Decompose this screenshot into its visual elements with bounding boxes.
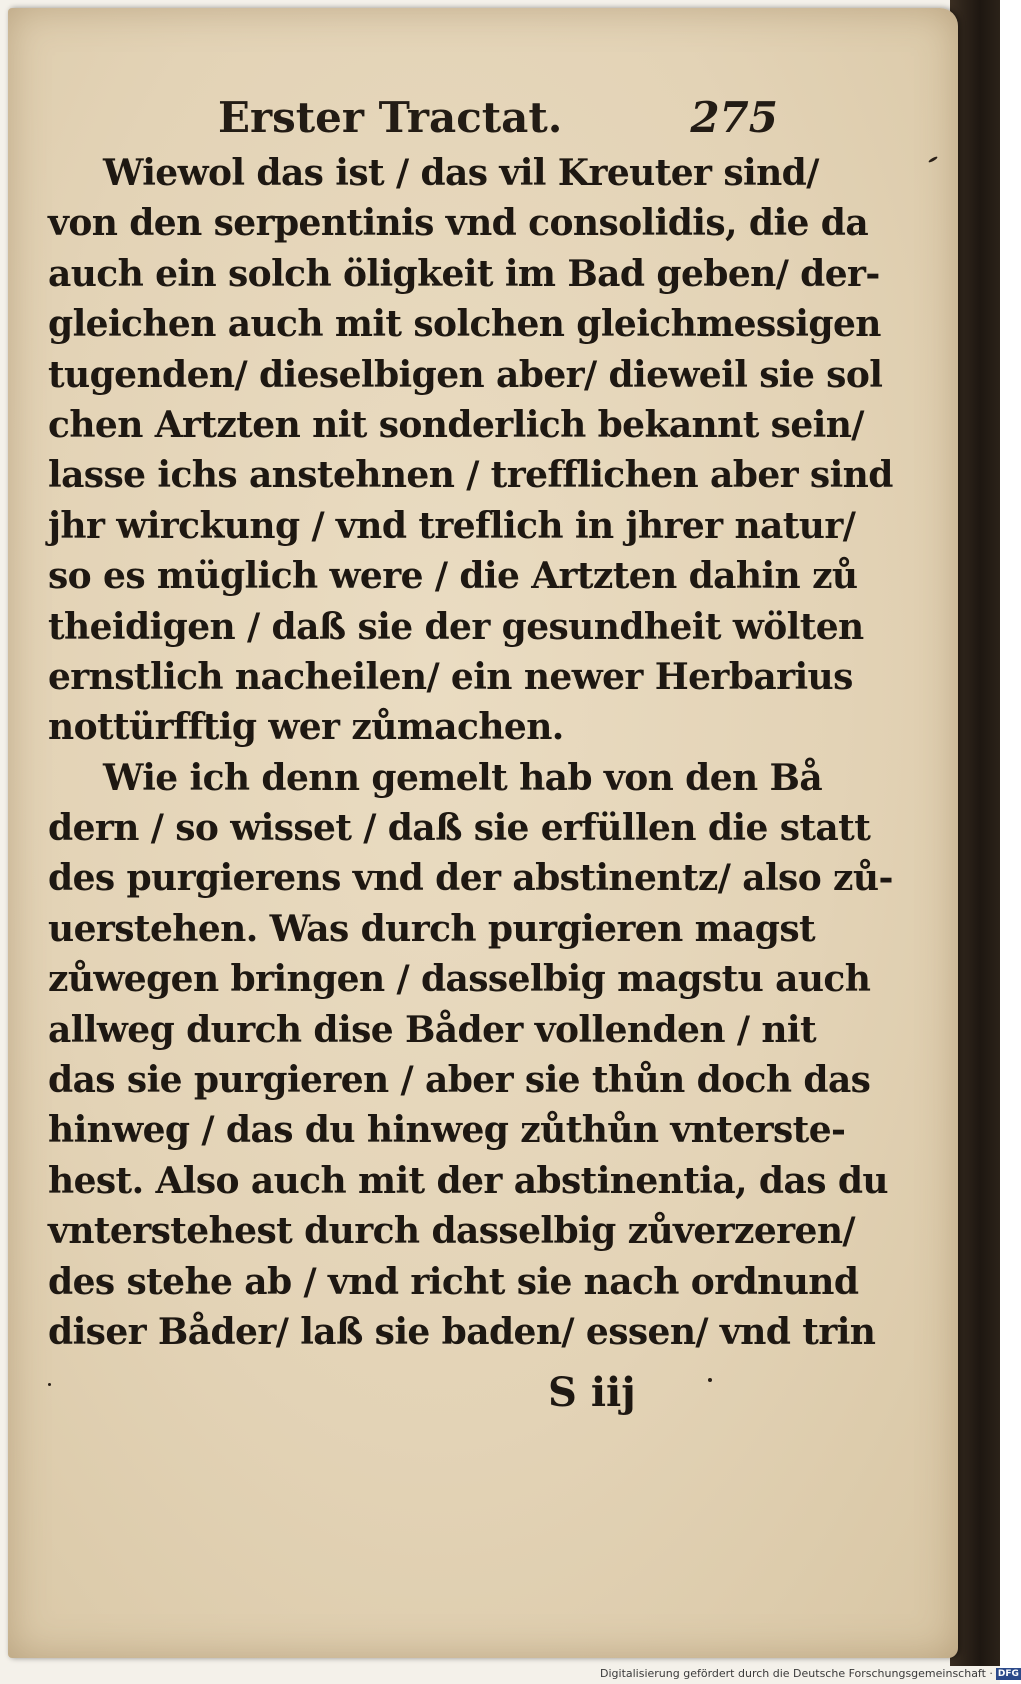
text-line: ernstlich nacheilen/ ein newer Herbarius <box>48 655 853 698</box>
text-line: theidigen / daß sie der gesundheit wölten <box>48 605 864 648</box>
page-header <box>218 88 778 148</box>
text-line: des purgierens vnd der abstinentz/ also zů- <box>48 857 893 900</box>
dfg-logo: DFG <box>997 1669 1019 1679</box>
running-title: Erster Tractat. <box>218 93 563 142</box>
text-line: von den serpentinis vnd consolidis, die da <box>48 202 869 245</box>
ink-speck <box>48 1383 51 1386</box>
body-text <box>48 148 893 1357</box>
text-line: Wiewol das ist / das vil Kreuter sind/ <box>103 152 819 194</box>
credit-text: Digitalisierung gefördert durch die Deutsche Forschungsgemeinschaft · <box>600 1667 993 1680</box>
signature-text: S iij <box>548 1369 636 1416</box>
text-line: das sie purgieren / aber sie thůn doch das <box>48 1059 871 1102</box>
text-line: hest. Also auch mit der abstinentia, das du <box>48 1159 888 1202</box>
text-line: tugenden/ dieselbigen aber/ dieweil sie sol <box>48 353 883 396</box>
text-line: allweg durch dise Båder vollenden / nit <box>48 1008 817 1051</box>
text-line: des stehe ab / vnd richt sie nach ordnund <box>48 1260 859 1303</box>
text-line: chen Artzten nit sonderlich bekannt sein/ <box>48 403 864 446</box>
ink-speck <box>708 1378 712 1382</box>
text-line: Wie ich denn gemelt hab von den Bå <box>103 756 823 799</box>
ink-speck <box>928 156 938 164</box>
text-line: diser Båder/ laß sie baden/ essen/ vnd trin <box>48 1310 876 1353</box>
text-line: so es müglich were / die Artzten dahin zů <box>48 555 858 598</box>
text-line: uerstehen. Was durch purgieren magst <box>48 907 816 950</box>
book-page <box>8 8 958 1658</box>
text-line: jhr wirckung / vnd treflich in jhrer natur/ <box>48 504 856 547</box>
text-line: lasse ichs anstehnen / trefflichen aber sind <box>48 454 893 497</box>
text-line: zůwegen bringen / dasselbig magstu auch <box>48 958 871 1001</box>
text-line: hinweg / das du hinweg zůthůn vnterste- <box>48 1109 846 1152</box>
text-line: dern / so wisset / daß sie erfüllen die statt <box>48 807 871 850</box>
text-line: vnterstehest durch dasselbig zůverzeren/ <box>48 1210 855 1253</box>
signature-mark <box>548 1363 748 1423</box>
text-line: auch ein solch öligkeit im Bad geben/ der- <box>48 252 880 295</box>
page-number: 275 <box>690 93 778 142</box>
text-line: nottürfftig wer zůmachen. <box>48 706 564 749</box>
digitization-credit <box>600 1667 1019 1683</box>
text-line: gleichen auch mit solchen gleichmessigen <box>48 303 881 346</box>
